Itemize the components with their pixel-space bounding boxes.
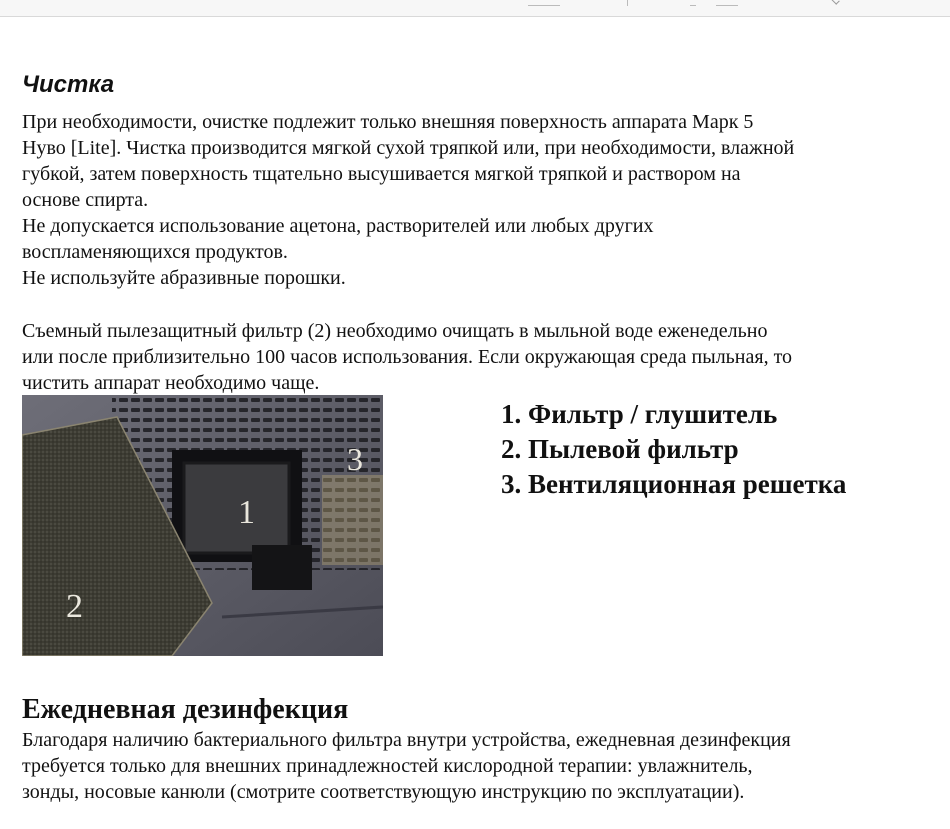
photo-label-3: 3 — [347, 441, 363, 477]
cleaning-paragraph-4 — [22, 318, 922, 396]
section-title-cleaning: Чистка — [22, 71, 115, 98]
legend-item: 2. Пылевой фильтр — [501, 434, 739, 464]
text-line: или после приблизительно 100 часов использования. Если окружающая среда пыльная, то — [22, 346, 793, 368]
toolbar-control[interactable] — [528, 0, 560, 6]
text-line: основе спирта. — [22, 189, 149, 211]
text-line: губкой, затем поверхность тщательно высушивается мягкой тряпкой и раствором на — [22, 163, 741, 185]
toolbar-control[interactable] — [716, 0, 738, 6]
legend-item: 3. Вентиляционная решетка — [501, 469, 847, 499]
chevron-down-icon[interactable] — [831, 0, 839, 5]
viewer-toolbar — [0, 0, 950, 17]
photo-label-2: 2 — [66, 588, 83, 625]
section-title-disinfection: Ежедневная дезинфекция — [22, 694, 349, 725]
photo-illustration — [22, 395, 383, 656]
legend-item: 1. Фильтр / глушитель — [501, 399, 778, 429]
text-line: чистить аппарат необходимо чаще. — [22, 372, 320, 394]
cleaning-paragraph-2 — [22, 213, 922, 265]
component-legend — [501, 397, 846, 502]
text-line: воспламеняющихся продуктов. — [22, 241, 288, 263]
cleaning-paragraph-1 — [22, 109, 922, 213]
toolbar-control[interactable] — [690, 0, 696, 6]
text-line: Нуво [Lite]. Чистка производится мягкой сухой тряпкой или, при необходимости, влажной — [22, 137, 795, 159]
text-line: Благодаря наличию бактериального фильтра внутри устройства, ежедневная дезинфекция — [22, 729, 791, 751]
text-line: Не допускается использование ацетона, растворителей или любых других — [22, 215, 654, 237]
photo-label-1: 1 — [238, 494, 255, 531]
text-line: зонды, носовые канюли (смотрите соответствующую инструкцию по эксплуатации). — [22, 781, 745, 803]
text-line: Съемный пылезащитный фильтр (2) необходимо очищать в мыльной воде еженедельно — [22, 320, 768, 342]
text-line: При необходимости, очистке подлежит только внешняя поверхность аппарата Марк 5 — [22, 111, 754, 133]
text-line: требуется только для внешних принадлежностей кислородной терапии: увлажнитель, — [22, 755, 753, 777]
cleaning-paragraph-3: Не используйте абразивные порошки. — [22, 267, 346, 289]
device-filter-photo — [22, 395, 383, 656]
disinfection-paragraph — [22, 727, 922, 805]
toolbar-separator — [627, 0, 628, 6]
